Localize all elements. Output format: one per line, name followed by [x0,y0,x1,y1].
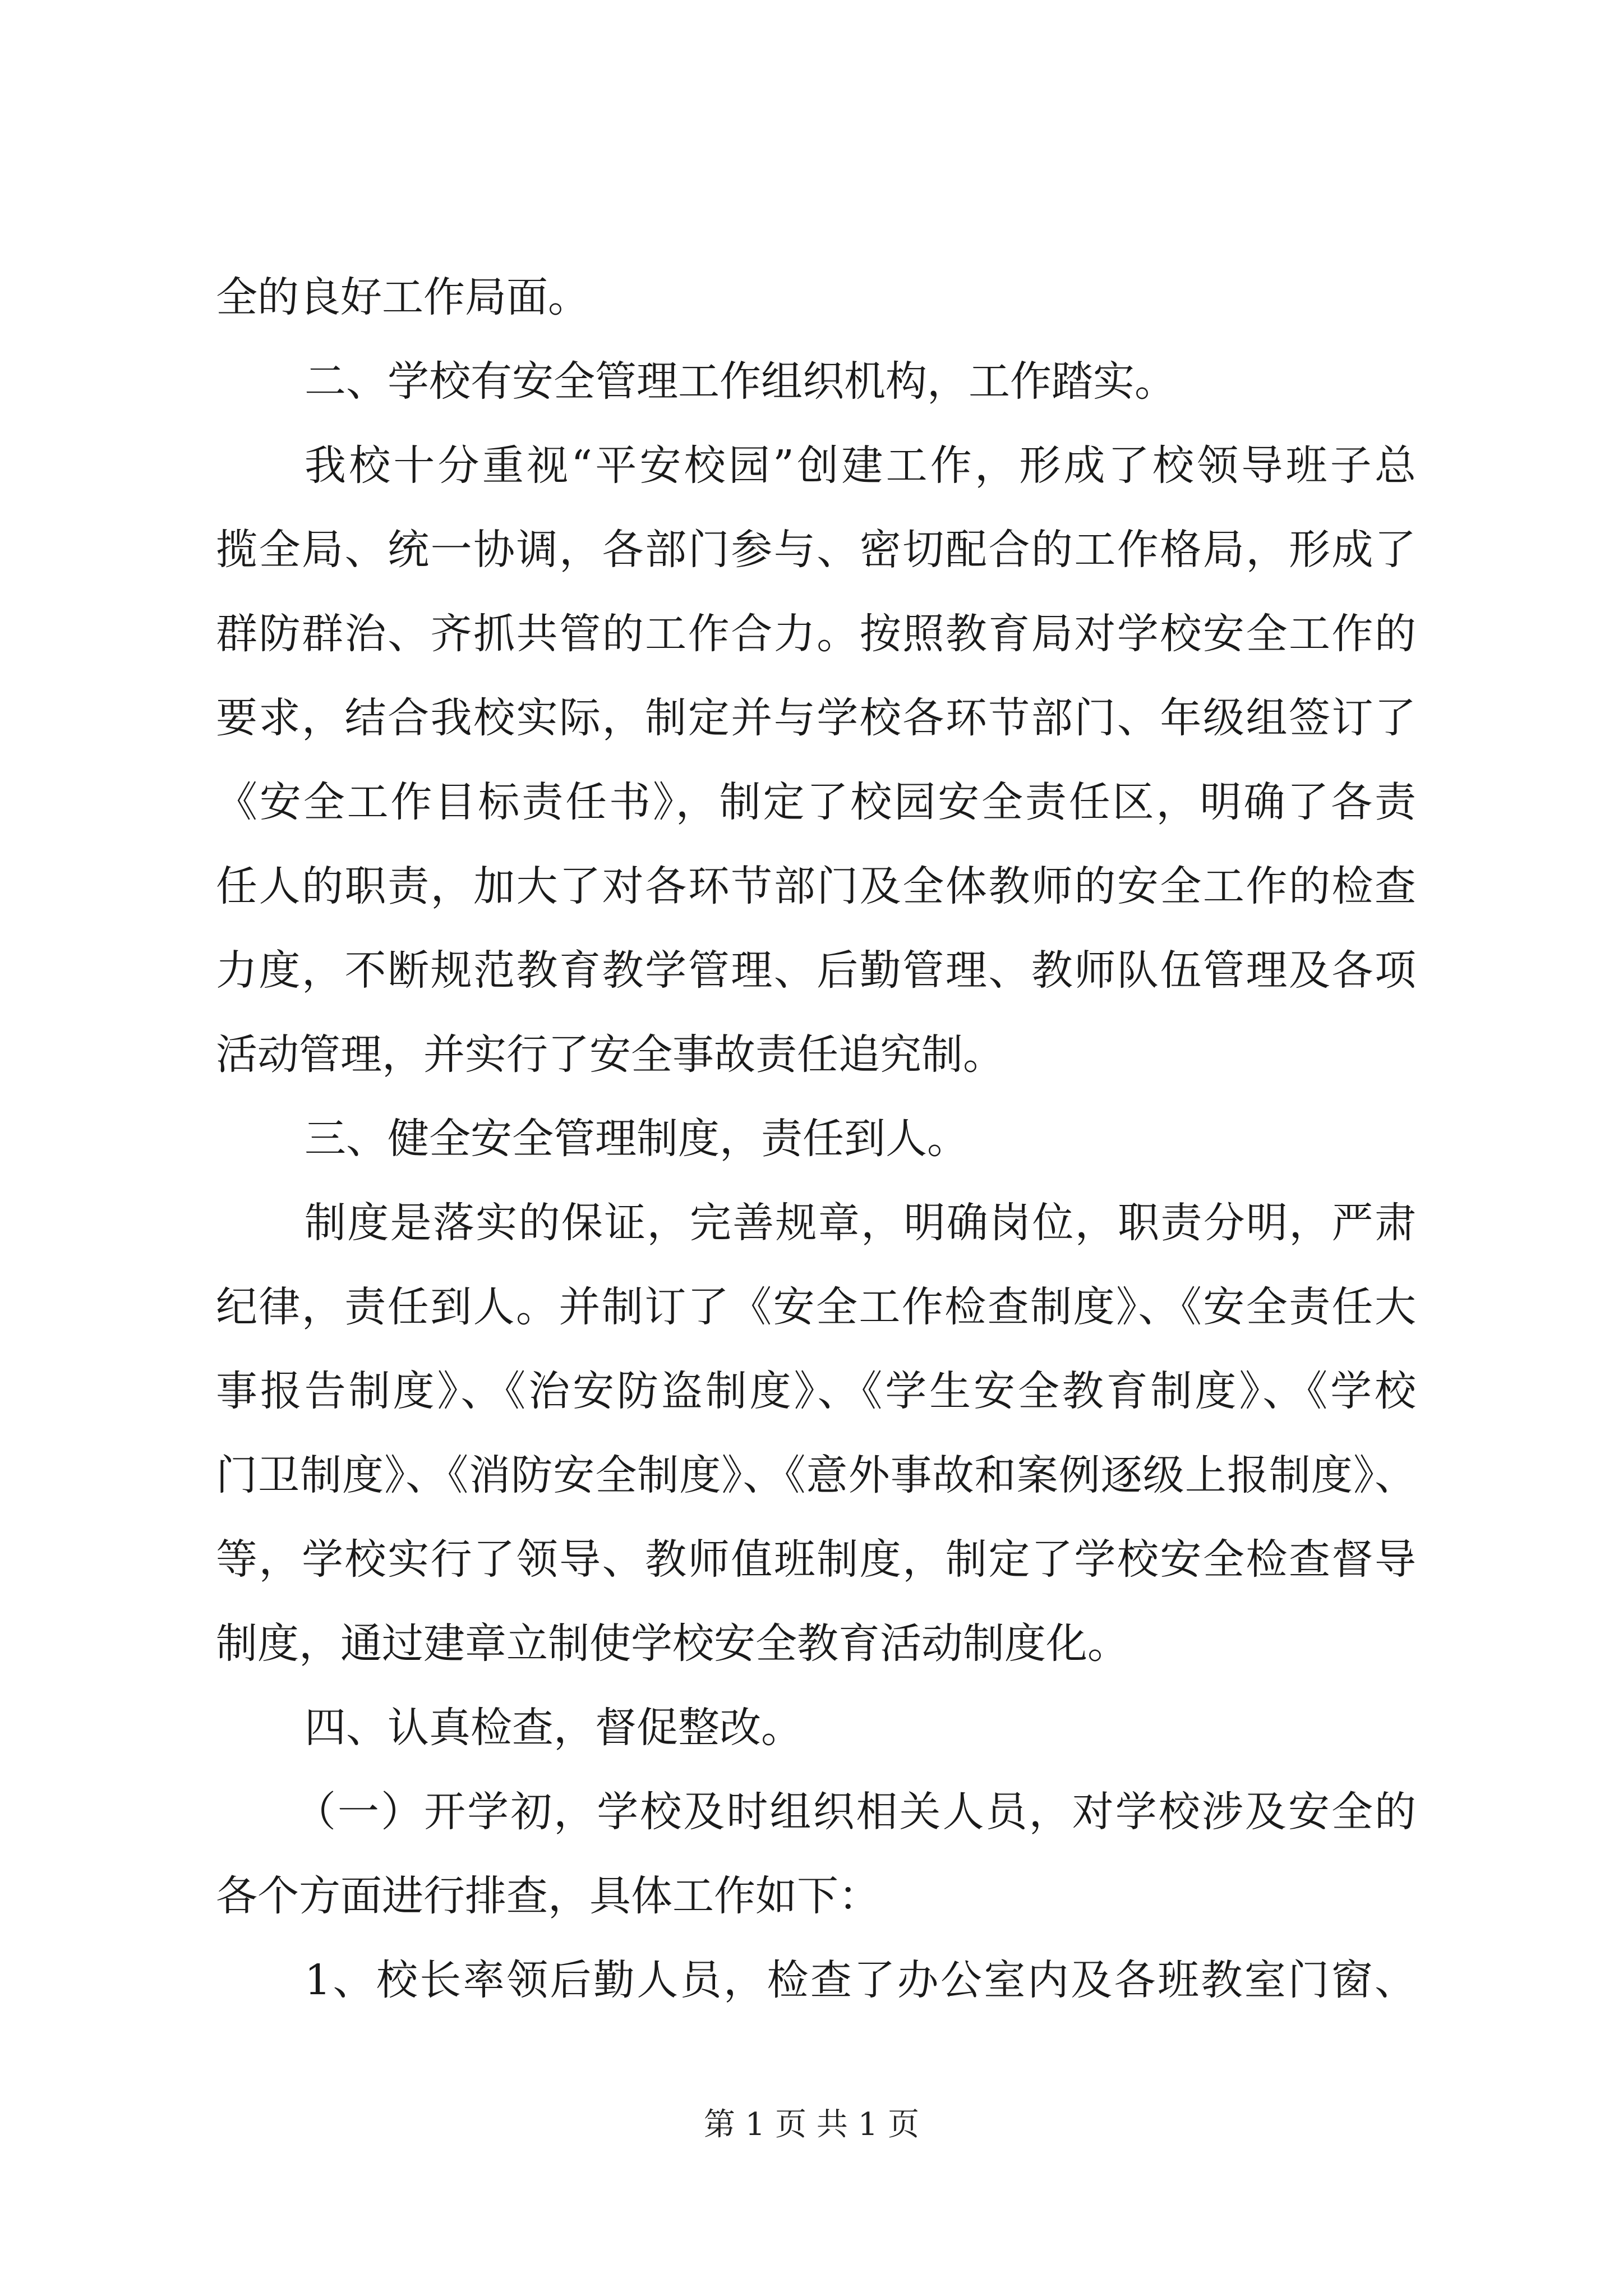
text-line-17: 制度，通过建章立制使学校安全教育活动制度化。 [216,1619,1129,1668]
text-line-19: （一）开学初，学校及时组织相关人员，对学校涉及安全的 [294,1788,1416,1836]
text-line-14: 事报告制度》、《治安防盗制度》、《学生安全教育制度》、《学校 [216,1367,1416,1415]
text-line-10: 活动管理，并实行了安全事故责任追究制。 [216,1030,1004,1079]
section-heading-2: 二、学校有安全管理工作组织机构，工作踏实。 [305,357,1176,406]
page-footer: 第 1 页 共 1 页 [703,2106,920,2143]
text-line-3: 我校十分重视“平安校园”创建工作，形成了校领导班子总 [305,441,1416,490]
text-line-7: 《安全工作目标责任书》，制定了校园安全责任区，明确了各责 [216,778,1416,826]
text-line-12: 制度是落实的保证，完善规章，明确岗位，职责分明，严肃 [305,1199,1416,1247]
section-heading-3: 三、健全安全管理制度，责任到人。 [305,1115,969,1163]
text-line-4: 揽全局、统一协调，各部门参与、密切配合的工作格局，形成了 [216,526,1416,574]
document-body [216,255,1416,2022]
section-heading-4: 四、认真检查，督促整改。 [305,1704,803,1752]
text-line-8: 任人的职责，加大了对各环节部门及全体教师的安全工作的检查 [216,862,1416,910]
text-line-16: 等，学校实行了领导、教师值班制度，制定了学校安全检查督导 [216,1535,1416,1584]
text-line-21: 1、校长率领后勤人员，检查了办公室内及各班教室门窗、 [305,1956,1416,2004]
text-line-6: 要求，结合我校实际，制定并与学校各环节部门、年级组签订了 [216,694,1416,742]
text-line-20: 各个方面进行排查，具体工作如下： [216,1872,880,1920]
text-line-15: 门卫制度》、《消防安全制度》、《意外事故和案例逐级上报制度》、 [216,1451,1416,1499]
text-line-5: 群防群治、齐抓共管的工作合力。按照教育局对学校安全工作的 [216,610,1416,658]
text-line-9: 力度，不断规范教育教学管理、后勤管理、教师队伍管理及各项 [216,946,1416,995]
text-line-1: 全的良好工作局面。 [216,273,589,321]
text-line-13: 纪律，责任到人。并制订了《安全工作检查制度》、《安全责任大 [216,1283,1416,1331]
